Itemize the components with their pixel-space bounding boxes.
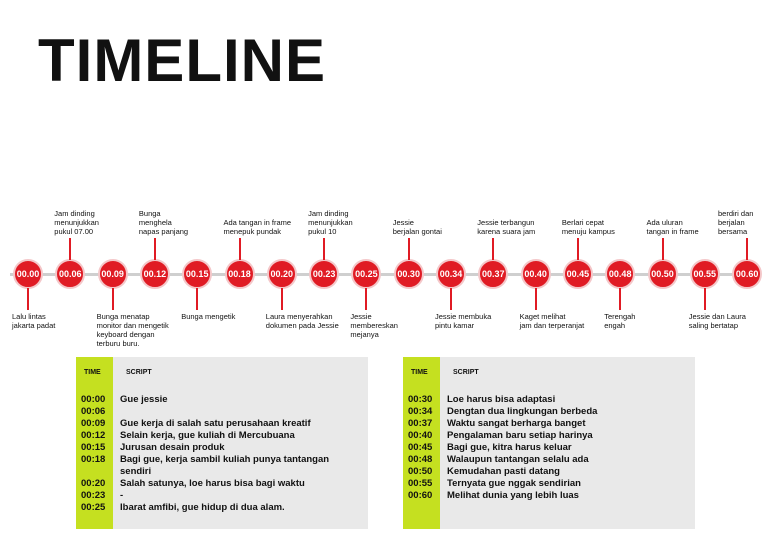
timeline-node: 00.09 <box>98 259 128 289</box>
timeline-caption: Jam dinding menunjukkan pukul 07.00 <box>54 209 99 236</box>
script-time: 00:40 <box>408 430 433 441</box>
script-time: 00:15 <box>81 442 106 453</box>
script-text: - <box>120 490 124 501</box>
timeline <box>0 200 768 370</box>
script-time: 00:23 <box>81 490 106 501</box>
script-text: Melihat dunia yang lebih luas <box>447 490 579 501</box>
timeline-stem <box>450 288 452 310</box>
script-time: 00:60 <box>408 490 433 501</box>
timeline-caption: Bunga mengetik <box>181 312 236 321</box>
script-time: 00:45 <box>408 442 433 453</box>
script-text: Gue jessie <box>120 394 168 405</box>
timeline-node: 00.55 <box>690 259 720 289</box>
script-row <box>76 418 368 430</box>
timeline-stem <box>196 288 198 310</box>
script-time: 00:30 <box>408 394 433 405</box>
timeline-node: 00.25 <box>351 259 381 289</box>
timeline-node: 00.34 <box>436 259 466 289</box>
timeline-node: 00.30 <box>394 259 424 289</box>
timeline-caption: Jessie membuka pintu kamar <box>435 312 492 330</box>
script-text: Bagi gue, kerja sambil kuliah punya tantangan sendiri <box>120 454 330 477</box>
timeline-node: 00.48 <box>605 259 635 289</box>
header-time: TIME <box>84 369 101 376</box>
script-row <box>76 454 368 478</box>
script-rows <box>76 394 368 514</box>
script-time: 00:20 <box>81 478 106 489</box>
script-row <box>76 442 368 454</box>
timeline-stem <box>112 288 114 310</box>
timeline-caption: Terengah engah <box>604 312 636 330</box>
timeline-caption: Jessie dan Laura saling bertatap <box>688 312 746 330</box>
script-text: Bagi gue, kitra harus keluar <box>447 442 572 453</box>
timeline-stem <box>577 238 579 260</box>
script-time: 00:48 <box>408 454 433 465</box>
timeline-node: 00.45 <box>563 259 593 289</box>
script-time: 00:06 <box>81 406 106 417</box>
timeline-caption: Jessie terbangun karena suara jam <box>477 218 536 236</box>
script-row <box>76 406 368 418</box>
header-script: SCRIPT <box>126 369 152 376</box>
timeline-stem <box>746 238 748 260</box>
script-table-right <box>403 357 695 529</box>
script-text: Selain kerja, gue kuliah di Mercubuana <box>120 430 295 441</box>
script-time: 00:50 <box>408 466 433 477</box>
script-table-left <box>76 357 368 529</box>
timeline-caption: Jessie membereskan mejanya <box>350 312 398 339</box>
timeline-stem <box>323 238 325 260</box>
header-time: TIME <box>411 369 428 376</box>
timeline-stem <box>154 238 156 260</box>
timeline-caption: Ada tangan in frame menepuk pundak <box>223 218 292 236</box>
script-time: 00:34 <box>408 406 433 417</box>
script-text: Walaupun tantangan selalu ada <box>447 454 589 465</box>
timeline-caption: Jam dinding menunjukkan pukul 10 <box>308 209 353 236</box>
timeline-node: 00.20 <box>267 259 297 289</box>
script-row <box>403 406 695 418</box>
timeline-node: 00.40 <box>521 259 551 289</box>
script-row <box>403 442 695 454</box>
script-text: Pengalaman baru setiap harinya <box>447 430 593 441</box>
timeline-caption: Kaget melihat jam dan terperanjat <box>519 312 585 330</box>
timeline-node: 00.12 <box>140 259 170 289</box>
timeline-caption: Bunga menatap monitor dan mengetik keyboard dengan terburu buru. <box>96 312 169 348</box>
script-time: 00:37 <box>408 418 433 429</box>
script-row <box>403 478 695 490</box>
timeline-node: 00.06 <box>55 259 85 289</box>
timeline-stem <box>704 288 706 310</box>
timeline-node: 00.00 <box>13 259 43 289</box>
script-row <box>403 418 695 430</box>
timeline-stem <box>535 288 537 310</box>
timeline-stem <box>365 288 367 310</box>
script-row <box>403 394 695 406</box>
timeline-node: 00.15 <box>182 259 212 289</box>
timeline-stem <box>69 238 71 260</box>
script-time: 00:00 <box>81 394 106 405</box>
script-text: Jurusan desain produk <box>120 442 225 453</box>
script-row <box>403 430 695 442</box>
script-row <box>76 478 368 490</box>
timeline-node: 00.60 <box>732 259 762 289</box>
script-row <box>76 490 368 502</box>
script-text: Waktu sangat berharga banget <box>447 418 586 429</box>
timeline-caption: Berlari cepat menuju kampus <box>561 218 615 236</box>
timeline-caption: Bunga menghela napas panjang <box>138 209 189 236</box>
script-row <box>403 454 695 466</box>
timeline-caption: Jessie berjalan gontai <box>392 218 442 236</box>
timeline-stem <box>619 288 621 310</box>
timeline-node: 00.18 <box>225 259 255 289</box>
script-time: 00:25 <box>81 502 106 513</box>
script-row <box>76 430 368 442</box>
timeline-stem <box>492 238 494 260</box>
script-row <box>403 466 695 478</box>
script-text: Ternyata gue nggak sendirian <box>447 478 581 489</box>
timeline-node: 00.50 <box>648 259 678 289</box>
script-text: Dengtan dua lingkungan berbeda <box>447 406 598 417</box>
script-text: Gue kerja di salah satu perusahaan kreatif <box>120 418 311 429</box>
script-rows <box>403 394 695 502</box>
script-row <box>76 394 368 406</box>
page-title: TIMELINE <box>38 27 326 94</box>
header-script: SCRIPT <box>453 369 479 376</box>
script-row <box>76 502 368 514</box>
script-text: Salah satunya, loe harus bisa bagi waktu <box>120 478 305 489</box>
timeline-stem <box>281 288 283 310</box>
script-time: 00:18 <box>81 454 106 465</box>
script-text: Loe harus bisa adaptasi <box>447 394 556 405</box>
timeline-caption: Laura menyerahkan dokumen pada Jessie <box>265 312 339 330</box>
timeline-stem <box>408 238 410 260</box>
timeline-node: 00.23 <box>309 259 339 289</box>
script-text: Ibarat amfibi, gue hidup di dua alam. <box>120 502 285 513</box>
script-time: 00:55 <box>408 478 433 489</box>
timeline-stem <box>239 238 241 260</box>
timeline-stem <box>27 288 29 310</box>
timeline-stem <box>662 238 664 260</box>
script-time: 00:09 <box>81 418 106 429</box>
script-time: 00:12 <box>81 430 106 441</box>
script-text: Kemudahan pasti datang <box>447 466 560 477</box>
script-text <box>120 406 368 418</box>
timeline-caption: Ada uluran tangan in frame <box>646 218 699 236</box>
timeline-caption: berdiri dan berjalan bersama <box>718 209 754 236</box>
timeline-node: 00.37 <box>478 259 508 289</box>
timeline-caption: Lalu lintas jakarta padat <box>12 312 56 330</box>
script-row <box>403 490 695 502</box>
